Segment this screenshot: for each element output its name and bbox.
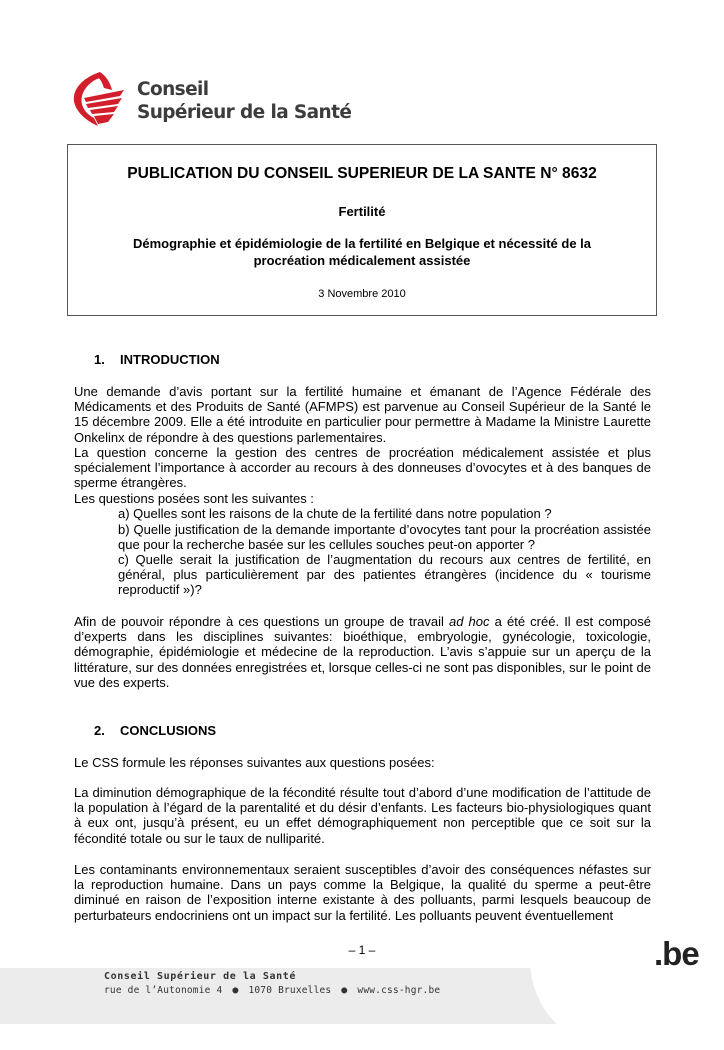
intro-paragraph-2: La question concerne la gestion des centres de procréation médicalement assistée et plus spécialement l’importance à accorder au recours à des donneuses d’ovocytes et à des banques de sperme étrangères. (74, 445, 651, 491)
question-b: b) Quelle justification de la demande importante d’ovocytes tant pour la procréation assistée que pour la recherche basée sur les cellules souches peut-on apporter ? (118, 522, 651, 553)
footer-website-link[interactable]: www.css-hgr.be (357, 985, 441, 996)
org-name-line1: Conseil (137, 79, 209, 100)
conclusions-paragraph-1: Le CSS formule les réponses suivantes aux questions posées: (74, 755, 435, 770)
footer-org-name: Conseil Supérieur de la Santé (104, 971, 296, 982)
be-logo: .be (654, 935, 699, 972)
section-number: 2. (94, 723, 105, 738)
publication-subtitle-line2: procréation médicalement assistée (253, 253, 471, 268)
publication-box (67, 144, 657, 316)
publication-subtitle-line1: Démographie et épidémiologie de la fertilité en Belgique et nécessité de la (132, 236, 591, 251)
intro-paragraph-1: Une demande d’avis portant sur la fertilité humaine et émanant de l’Agence Fédérale des Médicaments et des Produits de Santé (AFMPS) est parvenue au Conseil Supérieur de la Santé le 15 décembre 2009. Elle a été introduite en particulier pour permettre à Madame la Ministre Laurette Onkelinx de répondre à des questions parlementaires. (74, 384, 651, 445)
conclusions-paragraph-2: La diminution démographique de la fécondité résulte tout d’abord d’une modification de l’attitude de la population à l’égard de la parentalité et du désir d’enfants. Les facteurs bio-physiologiques quant à eux ont, jusqu’à présent, eu un effet démographiquement non perceptible que ce soit sur la fécondité totale ou sur le taux de nulliparité. (74, 785, 651, 846)
footer-street: rue de l’Autonomie 4 (104, 985, 223, 996)
publication-subject: Fertilité (338, 204, 386, 219)
publication-date: 3 Novembre 2010 (318, 288, 406, 300)
css-logo-icon (70, 68, 140, 130)
intro-paragraph-4-italic: ad hoc (448, 614, 490, 629)
intro-paragraph-3: Les questions posées sont les suivantes : (74, 491, 314, 506)
footer-address (104, 985, 440, 996)
page-number: – 1 – (348, 943, 376, 957)
bullet-icon: ● (341, 985, 348, 996)
publication-subtitle (68, 235, 656, 269)
section-number: 1. (94, 352, 105, 367)
question-c: c) Quelle serait la justification de l’augmentation du recours aux centres de fertilité, en général, plus particulièrement par des patientes étrangères (incidence du « tourisme reproductif »)? (118, 552, 651, 598)
publication-title: PUBLICATION DU CONSEIL SUPERIEUR DE LA SANTE N° 8632 (127, 165, 597, 182)
question-a: a) Quelles sont les raisons de la chute de la fertilité dans notre population ? (118, 506, 552, 521)
section-heading-introduction (94, 352, 220, 367)
section-title: CONCLUSIONS (120, 723, 217, 738)
bullet-icon: ● (232, 985, 239, 996)
org-name (137, 78, 351, 124)
conclusions-paragraph-3: Les contaminants environnementaux seraient susceptibles d’avoir des conséquences néfastes sur la reproduction humaine. Dans un pays comme la Belgique, la qualité du sperme a peut-être diminué en raison de l’exposition interne existante à des polluants, parmi lesquels beaucoup de perturbateurs endocriniens ont un impact sur la fertilité. Les polluants peuvent éventuellement (74, 862, 651, 923)
org-name-line2: Supérieur de la Santé (137, 102, 352, 123)
section-heading-conclusions (94, 723, 216, 738)
footer-city: 1070 Bruxelles (248, 985, 332, 996)
intro-paragraph-4 (74, 614, 651, 690)
intro-paragraph-4-end: a été créé. Il est composé d’experts dans les disciplines suivantes: bioéthique, embryologie, gynécologie, toxicologie, démographie, épidémiologie et médecine de la reproduction. L’avis s’appuie sur un aperçu de la littérature, sur des données enregistrées et, lorsque celles-ci ne sont pas disponibles, sur le point de vue des experts. (74, 614, 652, 690)
section-title: INTRODUCTION (120, 352, 220, 367)
intro-paragraph-4-start: Afin de pouvoir répondre à ces questions un groupe de travail (74, 614, 449, 629)
